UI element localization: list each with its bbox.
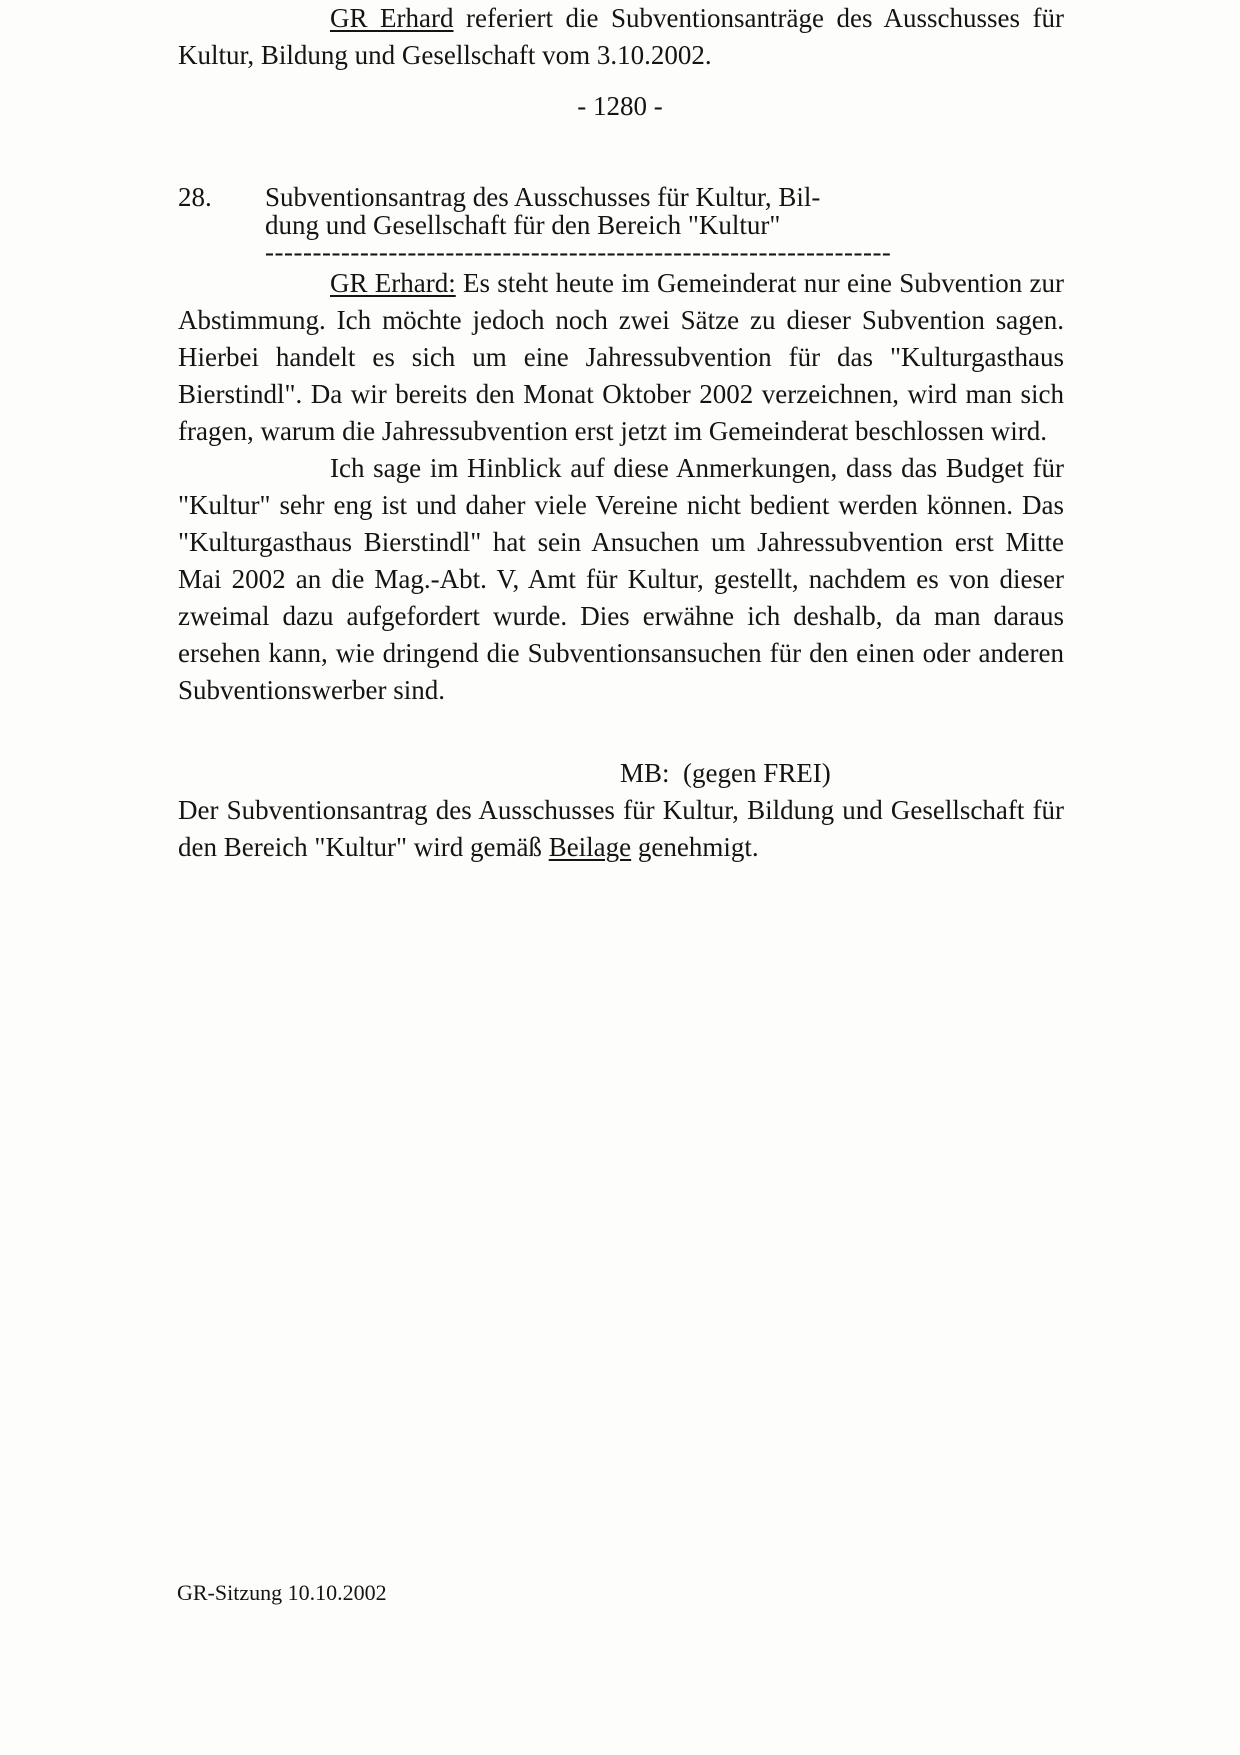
footer-session-label: GR-Sitzung 10.10.2002: [177, 1580, 387, 1605]
intro-paragraph: GR Erhard referiert die Subventionsanträge des Ausschusses für Kultur, Bildung und Gesellschaft vom 3.10.2002.: [178, 3, 1064, 70]
agenda-item-title-line-2: dung und Gesellschaft für den Bereich "Kultur": [265, 210, 781, 240]
speech-paragraph-1: GR Erhard: Es steht heute im Gemeinderat nur eine Subvention zur Abstimmung. Ich möchte jedoch noch zwei Sätze zu dieser Subvention sagen. Hierbei handelt es sich um eine Jahressubvention für das "Kulturgasthaus Bierstindl". Da wir bereits den Monat Oktober 2002 verzeichnen, wird man sich fragen, warum die Jahressubvention erst jetzt im Gemeinderat beschlossen wird.: [178, 268, 1065, 446]
resolution-paragraph: Der Subventionsantrag des Ausschusses für Kultur, Bildung und Gesellschaft für den Bereich "Kultur" wird gemäß Beilage genehmigt.: [178, 795, 1064, 862]
agenda-item-title-line-1: Subventionsantrag des Ausschusses für Kultur, Bil-: [265, 182, 821, 212]
speech-paragraph-2: Ich sage im Hinblick auf diese Anmerkungen, dass das Budget für "Kultur" sehr eng ist und daher viele Vereine nicht bedient werden können. Das "Kulturgasthaus Bierstindl" hat sein Ansuchen um Jahressubvention erst Mitte Mai 2002 an die Mag.-Abt. V, Amt für Kultur, gestellt, nachdem es von dieser zweimal dazu aufgefordert wurde. Dies erwähne ich deshalb, da man daraus ersehen kann, wie dringend die Subventionsansuchen für den einen oder anderen Subventionswerber sind.: [178, 453, 1064, 705]
vote-result: MB: (gegen FREI): [620, 758, 831, 788]
agenda-item-number: 28.: [178, 182, 212, 212]
agenda-item-heading: [265, 183, 1064, 265]
agenda-item: [178, 183, 1064, 265]
text-block: [178, 0, 1064, 866]
page-number: - 1280 -: [577, 91, 663, 121]
dashed-divider: ------------------------------------------------------------------: [265, 237, 892, 267]
